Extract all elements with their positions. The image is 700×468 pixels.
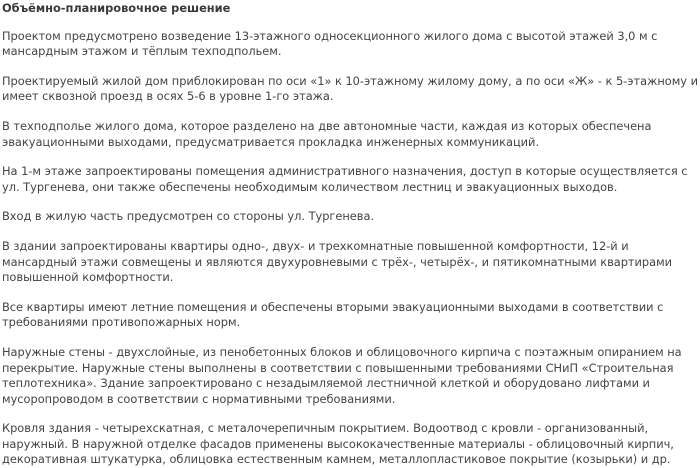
paragraph-roof-facade: Кровля здания - четырехскатная, с металочерепичным покрытием. Водоотвод с кровли - организованный, наружный. В наружной отделке фасадов применены высококачественные материалы - облицовочный кирпич, декоративная штукатурка, облицовка естественным камнем, металлопластиковое покрытие (козырьки) и др. [2,421,674,467]
paragraph-basement: В техподполье жилого дома, которое разделено на две автономные части, каждая из которых обеспечена эвакуационными выходами, предусматривается прокладка инженерных коммуникаций. [2,118,652,149]
section-title: Объёмно-планировочное решение [2,1,231,15]
paragraph-summer-rooms: Все квартиры имеют летние помещения и обеспечены вторыми эвакуационными выходами в соответствии с требованиями противопожарных норм. [2,299,664,330]
paragraph-construction-scope: Проектом предусмотрено возведение 13-этажного односекционного жилого дома с высотой этажей 3,0 м с мансардным этажом и тёплым техподпольем. [2,28,658,59]
paragraph-first-floor: На 1-м этаже запроектированы помещения административного назначения, доступ в которые осуществляется с ул. Тургенева, они также обеспечены необходимым количеством лестниц и эвакуационных выходов. [2,164,688,194]
paragraph-entrance: Вход в жилую часть предусмотрен со стороны ул. Тургенева. [2,209,375,224]
paragraph-exterior-walls: Наружные стены - двухслойные, из пенобетонных блоков и облицовочного кирпича с поэтажным опиранием на перекрытие. Наружные стены выполнены в соответствии с повышенными требованиями СНиП «Строительная теплотехника». Здание запроектировано с незадымляемой лестничной клеткой и оборудовано лифтами и мусоропроводом в соответствии с нормативными требованиями. [2,344,682,406]
paragraph-apartments: В здании запроектированы квартиры одно-, двух- и трехкомнатные повышенной комфортности, 12-й и мансардный этажи совмещены и являются двухуровневыми с трёх-, четырёх-, и пятикомнатными квартирами повышенной комфортности. [2,238,673,285]
paragraph-adjacency: Проектируемый жилой дом приблокирован по оси «1» к 10-этажному жилому дому, а по оси «Ж» - к 5-этажному и имеет сквозной проезд в осях 5-6 в уровне 1-го этажа. [2,73,698,104]
